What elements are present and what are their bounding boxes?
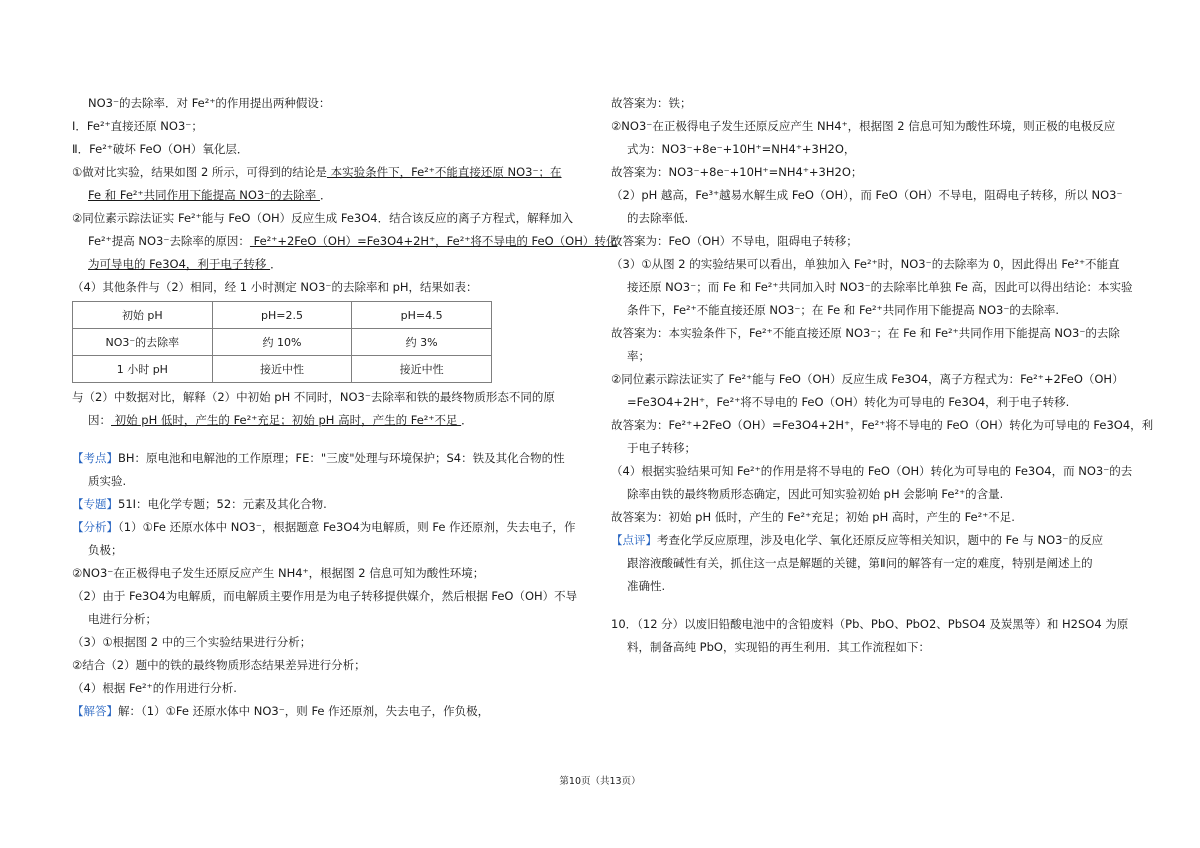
text-line: Ⅱ．Fe²⁺破坏 FeO（OH）氧化层． [72,142,249,156]
text-line: 故答案为：铁； [611,96,692,110]
table-cell: NO3⁻的去除率 [73,329,213,356]
answer-text: Fe 和 Fe²⁺共同作用下能提高 NO3⁻的去除率 [88,188,320,202]
prompt-text: 因： [88,413,111,427]
spacer [72,432,602,447]
table-cell: 接近中性 [212,356,352,383]
text-line: （4）根据实验结果可知 Fe²⁺的作用是将不导电的 FeO（OH）转化为可导电的 Fe3O4，而 NO3⁻的去 [611,464,1133,478]
text-line [72,253,602,276]
punctuation: ． [270,257,282,271]
table-cell: pH=2.5 [212,302,352,329]
fenxi-tag: 【分析】 [72,520,118,534]
text-line: 跟溶液酸碱性有关，抓住这一点是解题的关键，第Ⅱ问的解答有一定的难度，特别是阐述上的 [627,556,1093,570]
text-line: （3）①根据图 2 中的三个实验结果进行分析； [72,635,312,649]
text-line: Ⅰ．Fe²⁺直接还原 NO3⁻； [72,119,203,133]
kaodian-tag: 【考点】 [72,451,118,465]
fenxi-line [72,516,602,539]
table-cell: 约 3% [352,329,492,356]
kaodian-text: BH：原电池和电解池的工作原理；FE："三废"处理与环境保护；S4：铁及其化合物的性 [118,451,565,465]
answer-text: Fe²⁺+2FeO（OH）=Fe3O4+2H⁺，Fe²⁺将不导电的 FeO（OH）转化 [249,234,618,248]
text-line: =Fe3O4+2H⁺，Fe²⁺将不导电的 FeO（OH）转化为可导电的 Fe3O4，利于电子转移. [627,395,1070,409]
text-line: （2）pH 越高，Fe³⁺越易水解生成 FeO（OH），而 FeO（OH）不导电，阻碍电子转移，所以 NO3⁻ [611,188,1123,202]
text-line: NO3⁻的去除率．对 Fe²⁺的作用提出两种假设： [88,96,331,110]
text-line: 准确性. [627,579,666,593]
zhuanti-tag: 【专题】 [72,497,118,511]
text-line [72,161,602,184]
text-line: 除率由铁的最终物质形态确定，因此可知实验初始 pH 会影响 Fe²⁺的含量. [627,487,1004,501]
table-row [73,302,492,329]
results-table [72,301,492,383]
jieda-line [72,700,602,723]
zhuanti-text: 51I：电化学专题；52：元素及其化合物. [118,497,327,511]
text-line: ②同位素示踪法证实了 Fe²⁺能与 FeO（OH）反应生成 Fe3O4，离子方程式为：Fe²⁺+2FeO（OH） [611,372,1124,386]
punctuation: ． [461,413,473,427]
text-line: 故答案为：初始 pH 低时，产生的 Fe²⁺充足；初始 pH 高时，产生的 Fe²⁺不足. [611,510,1015,524]
text-line: ②结合（2）题中的铁的最终物质形态结果差异进行分析； [72,658,366,672]
table-cell: 初始 pH [73,302,213,329]
text-line: 与（2）中数据对比，解释（2）中初始 pH 不同时，NO3⁻去除率和铁的最终物质形态不同的原 [72,390,555,404]
text-line: 于电子转移； [627,441,696,455]
text-line: 式为：NO3⁻+8e⁻+10H⁺=NH4⁺+3H2O， [627,142,856,156]
text-line: 电进行分析； [88,612,157,626]
answer-text: 初始 pH 低时，产生的 Fe²⁺充足；初始 pH 高时，产生的 Fe²⁺不足 [111,413,462,427]
fenxi-text: （1）①Fe 还原水体中 NO3⁻，根据题意 Fe3O4为电解质，则 Fe 作还原剂，失去电子，作 [118,520,576,534]
table-cell: 1 小时 pH [73,356,213,383]
punctuation: ． [319,188,332,202]
table-cell: 接近中性 [352,356,492,383]
spacer [611,598,1141,613]
text-line: 故答案为：NO3⁻+8e⁻+10H⁺=NH4⁺+3H2O； [611,165,863,179]
table-cell: pH=4.5 [352,302,492,329]
text-line: ②NO3⁻在正极得电子发生还原反应产生 NH4⁺，根据图 2 信息可知为酸性环境，则正极的电极反应 [611,119,1116,133]
question-10-line: 10．（12 分）以废旧铅酸电池中的含铅废料（Pb、PbO、PbO2、PbSO4 及炭黑等）和 H2SO4 为原 [611,617,1129,631]
dianping-line [611,529,1141,552]
text-line: 料，制备高纯 PbO，实现铅的再生利用．其工作流程如下： [627,640,930,654]
text-line [72,409,602,432]
jieda-tag: 【解答】 [72,704,118,718]
text-line: 质实验. [88,474,127,488]
zhuanti-line [72,493,602,516]
dianping-text: 考查化学反应原理，涉及电化学、氧化还原反应等相关知识，题中的 Fe 与 NO3⁻的反应 [657,533,1104,547]
kaodian-line [72,447,602,470]
text-line: （2）由于 Fe3O4为电解质，而电解质主要作用是为电子转移提供媒介，然后根据 FeO（OH）不导 [72,589,578,603]
right-column [611,92,1154,659]
text-line: ②NO3⁻在正极得电子发生还原反应产生 NH4⁺，根据图 2 信息可知为酸性环境； [72,566,485,580]
text-line: 故答案为：本实验条件下，Fe²⁺不能直接还原 NO3⁻；在 Fe 和 Fe²⁺共同作用下能提高 NO3⁻的去除 [611,326,1120,340]
text-line: 条件下，Fe²⁺不能直接还原 NO3⁻；在 Fe 和 Fe²⁺共同作用下能提高 NO3⁻的去除率. [627,303,1060,317]
text-line [72,230,618,253]
dianping-tag: 【点评】 [611,533,657,547]
text-line: 负极； [88,543,123,557]
text-line [72,184,602,207]
text-line: （4）其他条件与（2）相同，经 1 小时测定 NO3⁻的去除率和 pH，结果如表： [72,280,478,294]
table-cell: 约 10% [212,329,352,356]
text-line: 故答案为：FeO（OH）不导电，阻碍电子转移； [611,234,858,248]
answer-text: 本实验条件下，Fe²⁺不能直接还原 NO3⁻；在 [326,165,562,179]
text-line: 接还原 NO3⁻；而 Fe 和 Fe²⁺共同加入时 NO3⁻的去除率比单独 Fe 高，因此可以得出结论：本实验 [627,280,1133,294]
page-footer: 第10页（共13页） [559,776,641,787]
text-line: ②同位素示踪法证实 Fe²⁺能与 FeO（OH）反应生成 Fe3O4．结合该反应的离子方程式，解释加入 [72,211,574,225]
text-line: （3）①从图 2 的实验结果可以看出，单独加入 Fe²⁺时，NO3⁻的去除率为 0，因此得出 Fe²⁺不能直 [611,257,1120,271]
table-row [73,356,492,383]
answer-text: 为可导电的 Fe3O4，利于电子转移 [88,257,271,271]
text-line: 率； [627,349,650,363]
table-row [73,329,492,356]
text-line: 的去除率低. [627,211,689,225]
text-line: （4）根据 Fe²⁺的作用进行分析. [72,681,237,695]
jieda-text: 解：（1）①Fe 还原水体中 NO3⁻，则 Fe 作还原剂，失去电子，作负极， [118,704,490,718]
left-column [72,92,618,723]
prompt-text: Fe²⁺提高 NO3⁻去除率的原因： [88,234,250,248]
prompt-text: ①做对比实验，结果如图 2 所示，可得到的结论是 [72,165,327,179]
text-line: 故答案为：Fe²⁺+2FeO（OH）=Fe3O4+2H⁺，Fe²⁺将不导电的 FeO（OH）转化为可导电的 Fe3O4，利 [611,418,1154,432]
